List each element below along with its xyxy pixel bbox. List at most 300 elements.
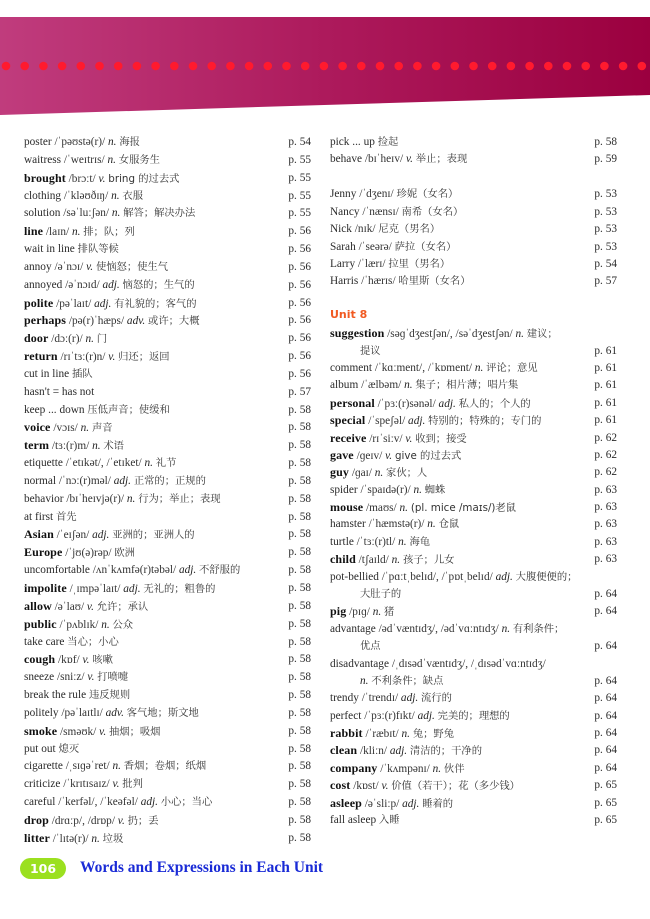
entry-definition: 允许；承认 (96, 600, 149, 613)
entry-term: gave (330, 448, 354, 462)
entry-term: break the rule (24, 689, 87, 702)
glossary-entry (330, 794, 453, 812)
entry-page-ref: p. 58 (288, 796, 311, 809)
entry-pronunciation: /vɔɪs/ (53, 422, 78, 435)
glossary-entry (24, 418, 113, 436)
entry-page-ref: p. 58 (288, 403, 311, 416)
entry-part-of-speech: n. (391, 554, 401, 566)
entry-term: wait in line (24, 243, 75, 256)
entry-definition: 香烟；卷烟；纸烟 (123, 760, 207, 773)
entry-definition: 首先 (56, 510, 77, 523)
entry-term: careful (24, 796, 56, 809)
entry-page-ref: p. 58 (288, 778, 311, 791)
entry-pronunciation: /ɡeɪv/ (356, 450, 383, 462)
entry-part-of-speech: n. (432, 763, 442, 775)
entry-page-ref: p. 56 (288, 314, 311, 327)
entry-pronunciation: /ˈræbɪt/ (365, 728, 399, 740)
entry-page-ref: p. 64 (594, 640, 617, 652)
entry-term: behavior (24, 492, 64, 505)
entry-part-of-speech: n. (404, 379, 413, 391)
entry-pronunciation: /ˈnɔː(r)məl/ (58, 474, 111, 487)
entry-part-of-speech: n. (111, 207, 121, 220)
entry-definition: 私人的；个人的 (458, 398, 531, 410)
entry-part-of-speech: adj. (178, 564, 197, 577)
entry-pronunciation: /ˈpɜː(r)sənəl/ (377, 398, 436, 410)
entry-term: poster (24, 136, 52, 148)
entry-part-of-speech: n. (399, 502, 408, 514)
entry-definition: 术语 (103, 440, 124, 453)
entry-part-of-speech: n. (372, 606, 382, 618)
entry-pronunciation: /ˈælbəm/ (361, 379, 402, 391)
entry-definition: 礼节 (155, 457, 177, 470)
entry-page-ref: p. 55 (288, 207, 311, 220)
entry-pronunciation: /pəˈlaɪtlɪ/ (61, 706, 103, 719)
entry-term: keep ... down (24, 403, 85, 416)
entry-pronunciation: /bɪˈheɪvjə(r)/ (66, 492, 125, 505)
entry-term: pick ... up (330, 136, 375, 148)
entry-pronunciation: /laɪn/ (45, 226, 70, 239)
entry-definition: 违反规则 (88, 689, 131, 702)
entry-pronunciation: /ɡaɪ/ (351, 467, 372, 479)
entry-pronunciation: /ˈkerfəl/, /ˈkeəfəl/ (58, 796, 138, 809)
entry-pronunciation: /tʃaɪld/ (358, 554, 389, 566)
glossary-entry (24, 704, 199, 722)
entry-page-ref: p. 61 (594, 362, 617, 374)
entry-page-ref: p. 59 (594, 153, 617, 165)
entry-part-of-speech: n. (112, 760, 121, 773)
entry-pronunciation: /ˈpɑːtˌbelɪd/, /ˈpɒtˌbelɪd/ (381, 571, 493, 583)
entry-page-ref: p. 65 (594, 797, 617, 809)
entry-pronunciation: /ˌɪmpəˈlaɪt/ (69, 583, 121, 595)
glossary-entry (330, 585, 401, 603)
entry-term: Sarah (330, 241, 356, 253)
entry-term: receive (330, 431, 367, 445)
entry-part-of-speech: n. (92, 440, 101, 453)
glossary-entry (24, 240, 119, 258)
entry-part-of-speech: adj. (102, 278, 120, 291)
entry-page-ref: p. 64 (594, 675, 617, 687)
entry-part-of-speech: n. (71, 226, 81, 239)
entry-definition: 哈里斯（女名） (398, 275, 471, 287)
entry-page-ref: p. 53 (594, 223, 617, 235)
entry-term: special (330, 413, 366, 427)
entry-page-ref: p. 58 (288, 457, 311, 470)
entry-page-ref: p. 58 (288, 421, 311, 434)
entry-page-ref: p. 63 (594, 484, 617, 496)
entry-page-ref: p. 57 (594, 275, 617, 287)
entry-term: hasn't = has not (24, 385, 95, 398)
entry-term: term (24, 438, 50, 453)
entry-page-ref: p. 64 (594, 605, 617, 617)
entry-page-ref: p. 58 (288, 671, 311, 684)
entry-definition: 垃圾 (102, 832, 124, 845)
entry-term: company (330, 761, 378, 775)
glossary-entry (330, 759, 465, 777)
glossary-entry (330, 724, 454, 742)
entry-term: door (24, 331, 49, 346)
glossary-entry (330, 602, 394, 620)
entry-part-of-speech: v. (385, 450, 393, 462)
entry-term: mouse (330, 500, 364, 514)
glossary-entry (330, 620, 564, 638)
entry-part-of-speech: v. (86, 600, 94, 613)
entry-pronunciation: /tɜː(r)m/ (51, 440, 90, 453)
entry-definition: 行为；举止；表现 (138, 492, 221, 505)
entry-term: at first (24, 510, 54, 523)
entry-page-ref: p. 55 (288, 153, 311, 166)
glossary-entry (24, 222, 135, 240)
entry-term: Harris (330, 275, 359, 287)
entry-pronunciation: /ˈspaɪdə(r)/ (360, 484, 411, 496)
entry-part-of-speech: adj. (495, 571, 513, 583)
entry-part-of-speech: adv. (126, 315, 146, 328)
entry-term: take care (24, 635, 65, 648)
entry-term: politely (24, 706, 59, 719)
entry-page-ref: p. 63 (594, 501, 617, 513)
glossary-entry (24, 561, 240, 579)
glossary-entry (330, 533, 430, 551)
entry-pronunciation: /ˈjʊ(ə)rəp/ (65, 547, 112, 560)
entry-term: cough (24, 652, 56, 667)
entry-pronunciation: /ˈkləʊðɪŋ/ (63, 189, 109, 202)
glossary-entry (330, 394, 531, 412)
entry-part-of-speech: n. (108, 136, 117, 148)
entry-pronunciation: /ˈkɑːment/, /ˈkɒment/ (374, 362, 473, 374)
entry-term: annoyed (24, 278, 63, 291)
entry-pronunciation: /ˌsɪɡəˈret/ (65, 760, 110, 773)
entry-pronunciation: /sməʊk/ (60, 725, 97, 738)
glossary-entry (24, 294, 197, 312)
glossary-entry (24, 436, 124, 454)
entry-term: personal (330, 396, 375, 410)
entry-definition: 特别的；特殊的；专门的 (428, 415, 542, 427)
glossary-entry (24, 347, 170, 365)
entry-term: cost (330, 778, 351, 792)
entry-page-ref: p. 56 (288, 367, 311, 380)
entry-pronunciation: /ˈhærɪs/ (361, 275, 396, 287)
glossary-entry (24, 579, 215, 597)
entry-part-of-speech: n. (398, 536, 407, 548)
entry-part-of-speech: v. (405, 153, 413, 165)
entry-page-ref: p. 65 (594, 814, 617, 826)
glossary-entry (24, 722, 160, 740)
entry-term: fall asleep (330, 814, 377, 826)
entry-term: album (330, 379, 359, 391)
entry-part-of-speech: v. (99, 725, 107, 738)
entry-definition: 衣服 (122, 189, 144, 202)
entry-pronunciation: /rɪˈsiːv/ (369, 433, 403, 445)
entry-pronunciation: /ˈpɜː(r)fɪkt/ (364, 710, 415, 722)
glossary-entry (24, 686, 130, 704)
entry-term: annoy (24, 260, 52, 273)
entry-term: drop (24, 812, 49, 827)
glossary-entry (24, 829, 123, 847)
entry-term: perhaps (24, 313, 67, 328)
entry-definition: 解答；解决办法 (123, 207, 196, 220)
entry-part-of-speech: n. (111, 189, 120, 202)
entry-pronunciation: /ˈpəʊstə(r)/ (54, 136, 106, 148)
entry-page-ref: p. 64 (594, 710, 617, 722)
entry-page-ref: p. 58 (288, 439, 311, 452)
entry-definition: 抽烟；吸烟 (108, 725, 161, 738)
entry-part-of-speech: n. (360, 675, 369, 687)
entry-term: smoke (24, 723, 58, 738)
entry-page-ref: p. 62 (594, 432, 617, 444)
glossary-entry (330, 411, 541, 429)
entry-part-of-speech: adj. (140, 796, 158, 809)
entry-page-ref: p. 58 (288, 635, 311, 648)
entry-definition: 有利条件； (512, 623, 565, 635)
entry-pronunciation: /əˈsliːp/ (364, 798, 400, 810)
glossary-entry (24, 811, 159, 829)
entry-term: clean (330, 743, 358, 757)
entry-page-ref: p. 64 (594, 588, 617, 600)
entry-definition: 萨拉（女名） (394, 241, 457, 253)
entry-part-of-speech: adv. (105, 706, 124, 719)
footer-title: Words and Expressions in Each Unit (80, 859, 324, 876)
entry-definition: 入睡 (378, 814, 400, 826)
entry-term: Larry (330, 258, 356, 270)
entry-definition: bring 的过去式 (108, 172, 180, 185)
entry-term: comment (330, 362, 373, 374)
entry-part-of-speech: n. (427, 518, 436, 530)
glossary-entry (24, 169, 179, 187)
glossary-entry (24, 383, 94, 401)
entry-pronunciation: /maʊs/ (366, 502, 397, 514)
entry-definition: 睡着的 (422, 798, 454, 810)
glossary-entry (330, 568, 577, 586)
glossary-entry (24, 472, 206, 490)
entry-part-of-speech: n. (401, 728, 411, 740)
entry-definition: 孩子；儿女 (402, 554, 455, 566)
entry-definition: 拉里（男名） (388, 258, 451, 270)
entry-part-of-speech: n. (91, 832, 100, 845)
entry-page-ref: p. 63 (594, 553, 617, 565)
entry-term: put out (24, 742, 56, 755)
entry-term: cigarette (24, 760, 63, 773)
entry-part-of-speech: adj. (92, 529, 110, 542)
entry-definition: 批判 (122, 778, 143, 791)
entry-term: polite (24, 295, 54, 310)
entry-definition: 尼克（男名） (378, 223, 441, 235)
glossary-entry (24, 311, 200, 329)
entry-definition: 完美的；理想的 (437, 710, 510, 722)
entry-definition: 大肚子的 (360, 588, 402, 600)
entry-definition: 价值（若干）；花（多少钱） (391, 780, 520, 792)
entry-term: normal (24, 474, 56, 487)
entry-term: criticize (24, 778, 61, 791)
entry-page-ref: p. 58 (288, 492, 311, 505)
entry-definition: 亚洲的；亚洲人的 (112, 529, 195, 542)
entry-part-of-speech: v. (87, 671, 95, 684)
entry-definition: 咳嗽 (92, 654, 113, 667)
entry-page-ref: p. 58 (288, 528, 311, 541)
entry-definition: 扔；丢 (127, 814, 159, 827)
entry-page-ref: p. 56 (288, 350, 311, 363)
entry-page-ref: p. 64 (594, 727, 617, 739)
entry-pronunciation: /ˈetɪkət/, /ˈetɪket/ (65, 457, 142, 470)
glossary-entry (330, 550, 454, 568)
entry-term: rabbit (330, 726, 363, 740)
entry-page-ref: p. 61 (594, 345, 617, 357)
entry-definition: 捡起 (377, 136, 399, 148)
entry-term: sneeze (24, 671, 55, 684)
glossary-entry (330, 376, 518, 394)
entry-term: guy (330, 465, 349, 479)
entry-term: hamster (330, 518, 366, 530)
entry-definition: 小心；当心 (160, 796, 213, 809)
glossary-entry (330, 481, 445, 499)
glossary-entry (24, 740, 79, 758)
entry-definition: 大腹便便的； (515, 571, 578, 583)
entry-pronunciation: /nɪk/ (354, 223, 376, 235)
entry-page-ref: p. 58 (288, 689, 311, 702)
glossary-entry (330, 446, 461, 464)
entry-pronunciation: /ˈpʌblɪk/ (59, 618, 99, 631)
entry-definition: 使恼怒；使生气 (95, 260, 169, 273)
entry-page-ref: p. 58 (288, 582, 311, 594)
entry-definition: 不舒服的 (199, 564, 241, 577)
entry-pronunciation: /ˈdʒenɪ/ (359, 188, 394, 200)
entry-pronunciation: /ˌdɪsədˈvæntɪdʒ/, /ˌdɪsədˈvɑːntɪdʒ/ (391, 658, 546, 670)
entry-definition: 不利条件；缺点 (371, 675, 444, 687)
page-number-badge (20, 858, 66, 879)
entry-part-of-speech: adj. (94, 297, 112, 310)
entry-page-ref: p. 53 (594, 241, 617, 253)
entry-pronunciation: /kɒf/ (58, 654, 80, 667)
entry-page-ref: p. 55 (288, 171, 311, 184)
entry-part-of-speech: n. (515, 328, 524, 340)
entry-definition: 无礼的；粗鲁的 (143, 583, 216, 595)
entry-pronunciation: /ˈkrɪtɪsaɪz/ (63, 778, 110, 791)
entry-term: asleep (330, 796, 362, 810)
entry-page-ref: p. 61 (594, 379, 617, 391)
entry-page-ref: p. 54 (594, 258, 617, 270)
entry-term: uncomfortable (24, 564, 90, 577)
entry-pronunciation: /drɑːp/, /drɒp/ (51, 814, 115, 827)
entry-definition: 举止；表现 (415, 153, 468, 165)
entry-part-of-speech: v. (381, 780, 389, 792)
entry-part-of-speech: v. (108, 351, 116, 364)
entry-pronunciation: /səɡˈdʒestʃən/, /səˈdʒestʃən/ (387, 328, 513, 340)
entry-page-ref: p. 53 (594, 188, 617, 200)
entry-part-of-speech: adj. (417, 710, 435, 722)
entry-term: Nancy (330, 206, 360, 218)
glossary-entry (330, 133, 398, 151)
entry-page-ref: p. 61 (594, 414, 617, 426)
glossary-entry (330, 655, 546, 673)
entry-pronunciation: /ˈtɜː(r)tl/ (356, 536, 396, 548)
entry-definition: 排；队；列 (83, 226, 135, 239)
entry-pronunciation: /ˈlærɪ/ (357, 258, 386, 270)
entry-part-of-speech: v. (82, 654, 90, 667)
entry-term: waitress (24, 153, 62, 166)
entry-part-of-speech: v. (117, 814, 125, 827)
entry-term: public (24, 616, 57, 631)
entry-definition: 南希（女名） (401, 206, 464, 218)
glossary-entry (330, 359, 538, 377)
glossary-entry (24, 151, 160, 169)
entry-page-ref: p. 58 (594, 136, 617, 148)
entry-definition: 恼怒的；生气的 (122, 278, 195, 291)
entry-term: Europe (24, 545, 63, 560)
glossary-entry (24, 525, 195, 543)
entry-pronunciation: /səˈluːʃən/ (63, 207, 110, 220)
entry-definition: 或许；大概 (148, 315, 200, 328)
glossary-entry (330, 776, 520, 794)
entry-page-ref: p. 61 (594, 397, 617, 409)
glossary-entry (330, 238, 456, 256)
entry-page-ref: p. 63 (594, 518, 617, 530)
entry-pronunciation: /brɔːt/ (68, 172, 96, 185)
entry-pronunciation: /kliːn/ (360, 745, 387, 757)
entry-pronunciation: /ədˈvæntɪdʒ/, /ədˈvɑːntɪdʒ/ (378, 623, 499, 635)
entry-definition: 排队等候 (77, 243, 119, 256)
glossary-entry (330, 220, 440, 238)
entry-part-of-speech: adj. (402, 798, 420, 810)
entry-part-of-speech: adj. (123, 583, 141, 595)
entry-page-ref: p. 58 (288, 546, 311, 559)
entry-pronunciation: /rɪˈtɜː(r)n/ (60, 351, 106, 364)
entry-definition: 提议 (360, 345, 381, 357)
entry-pronunciation: /dɔː(r)/ (51, 333, 83, 346)
entry-definition: 仓鼠 (438, 518, 460, 530)
entry-part-of-speech: n. (474, 362, 484, 374)
entry-part-of-speech: v. (86, 260, 94, 273)
entry-definition: 伙伴 (443, 763, 465, 775)
entry-definition: 插队 (72, 367, 93, 380)
entry-page-ref: p. 58 (288, 706, 311, 719)
entry-definition: 门 (96, 333, 108, 346)
entry-term: child (330, 552, 356, 566)
entry-part-of-speech: v. (112, 778, 120, 791)
entry-pronunciation: /ˈhæmstə(r)/ (368, 518, 425, 530)
entry-page-ref: p. 57 (288, 385, 311, 398)
entry-page-ref: p. 64 (594, 744, 617, 756)
entry-definition: 打喷嚏 (97, 671, 129, 684)
unit-heading: Unit 8 (330, 308, 368, 321)
glossary-entry (24, 258, 168, 276)
glossary-entry (24, 757, 206, 775)
entry-definition: 有礼貌的；客气的 (114, 297, 197, 310)
glossary-entry (330, 463, 427, 481)
entry-term: return (24, 349, 58, 364)
entry-definition: 流行的 (421, 692, 452, 704)
entry-definition: 归还；返回 (118, 351, 170, 364)
glossary-entry (24, 133, 140, 151)
glossary-entry (24, 615, 133, 633)
entry-page-ref: p. 64 (594, 692, 617, 704)
entry-page-ref: p. 58 (288, 742, 311, 755)
entry-part-of-speech: n. (144, 457, 153, 470)
entry-page-ref: p. 56 (288, 225, 311, 238)
entry-part-of-speech: n. (85, 333, 94, 346)
entry-part-of-speech: n. (80, 422, 90, 435)
entry-part-of-speech: adj. (400, 692, 419, 704)
entry-pronunciation: /ˈnænsɪ/ (362, 206, 399, 218)
entry-page-ref: p. 58 (288, 653, 311, 666)
entry-pronunciation: /ʌnˈkʌmfə(r)təbəl/ (92, 564, 177, 577)
entry-pronunciation: /ˈweɪtrɪs/ (63, 153, 105, 166)
glossary-entry (24, 401, 170, 419)
glossary-entry (330, 255, 450, 273)
glossary-entry (330, 707, 510, 725)
entry-term: voice (24, 420, 51, 435)
entry-page-ref: p. 62 (594, 466, 617, 478)
entry-pronunciation: /sniːz/ (56, 671, 85, 684)
header-banner (0, 0, 650, 120)
entry-definition: 声音 (91, 422, 113, 435)
